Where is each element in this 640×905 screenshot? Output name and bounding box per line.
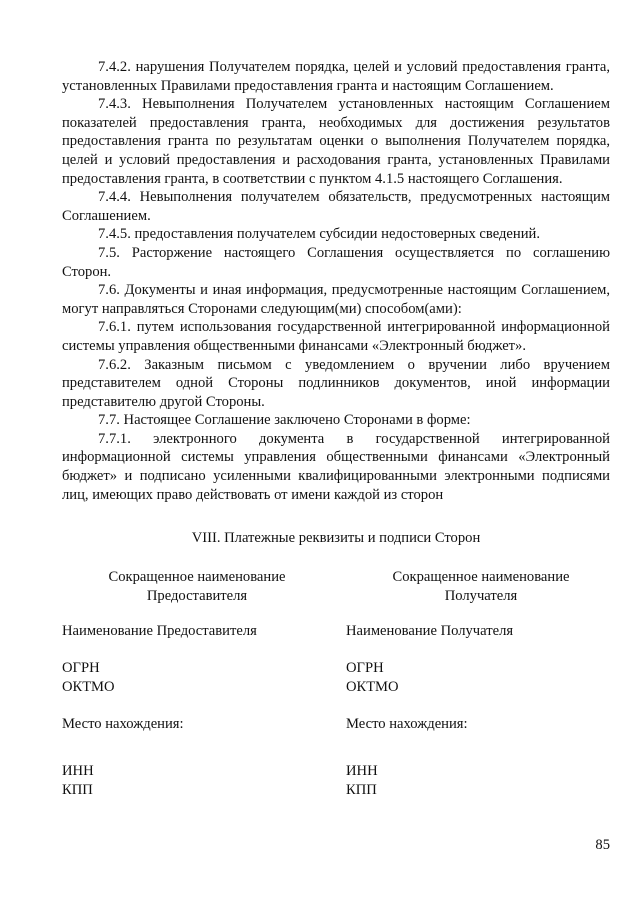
paragraph-7-5: 7.5. Расторжение настоящего Соглашения осуществляется по соглашению Сторон.: [62, 244, 610, 280]
paragraph-7-7: 7.7. Настоящее Соглашение заключено Сторонами в форме:: [98, 412, 471, 429]
paragraph-7-4-2: 7.4.2. нарушения Получателем порядка, целей и условий предоставления гранта, установленных Правилами предоставления гранта и настоящим Соглашением.: [62, 59, 610, 94]
recipient-heading-line1: Сокращенное наименование: [392, 569, 570, 585]
recipient-column: [346, 568, 616, 798]
recipient-ogrn: ОГРН: [346, 660, 384, 676]
recipient-oktmo: ОКТМО: [346, 679, 399, 695]
provider-location: Место нахождения:: [62, 716, 184, 732]
provider-heading-line2: Предоставителя: [146, 587, 248, 604]
recipient-name: Наименование Получателя: [346, 623, 514, 639]
paragraph-7-6-1: 7.6.1. путем использования государственной интегрированной информационной системы управления общественными финансами «Электронный бюджет».: [62, 319, 610, 354]
provider-oktmo: ОКТМО: [62, 679, 115, 695]
provider-kpp: КПП: [62, 782, 93, 798]
paragraph-7-4-3: 7.4.3. Невыполнения Получателем установленных настоящим Соглашением показателей предоставления гранта, необходимых для достижения результатов предоставления гранта по результатам оценки о выполнения Получателем порядка, целей и условий предоставления и расходования гранта, установленных Правилами предоставления гранта, в соответствии с пунктом 4.1.5 настоящего Соглашения.: [62, 96, 610, 187]
recipient-inn: ИНН: [346, 763, 378, 779]
provider-name: Наименование Предоставителя: [62, 623, 257, 639]
recipient-location: Место нахождения:: [346, 716, 468, 732]
recipient-heading-line2: Получателя: [444, 587, 518, 604]
provider-inn: ИНН: [62, 763, 94, 779]
section-title: VIII. Платежные реквизиты и подписи Сторон: [191, 530, 481, 546]
provider-heading-line1: Сокращенное наименование: [108, 569, 286, 585]
paragraph-7-6-2: 7.6.2. Заказным письмом с уведомлением о вручении либо вручением представителем одной Стороны подлинников документов, иной информации представителю другой Стороны.: [62, 356, 610, 410]
paragraph-7-6: 7.6. Документы и иная информация, предусмотренные настоящим Соглашением, могут направляться Сторонами следующим(ми) способом(ами):: [62, 282, 610, 317]
recipient-kpp: КПП: [346, 782, 377, 798]
provider-short-name-heading: [62, 568, 332, 605]
document-body: [62, 58, 610, 504]
page-number: 85: [595, 837, 610, 853]
provider-ogrn: ОГРН: [62, 660, 100, 676]
paragraph-7-4-4: 7.4.4. Невыполнения получателем обязательств, предусмотренных настоящим Соглашением.: [62, 189, 610, 224]
recipient-short-name-heading: [346, 568, 616, 605]
paragraph-7-7-1: 7.7.1. электронного документа в государственной интегрированной информационной системы управления общественными финансами «Электронный бюджет» и подписано усиленными квалифицированными электронными подписями лиц, имеющих право действовать от имени каждой из сторон: [62, 430, 610, 503]
provider-column: [62, 568, 332, 798]
paragraph-7-4-5: 7.4.5. предоставления получателем субсидии недостоверных сведений.: [98, 226, 540, 243]
